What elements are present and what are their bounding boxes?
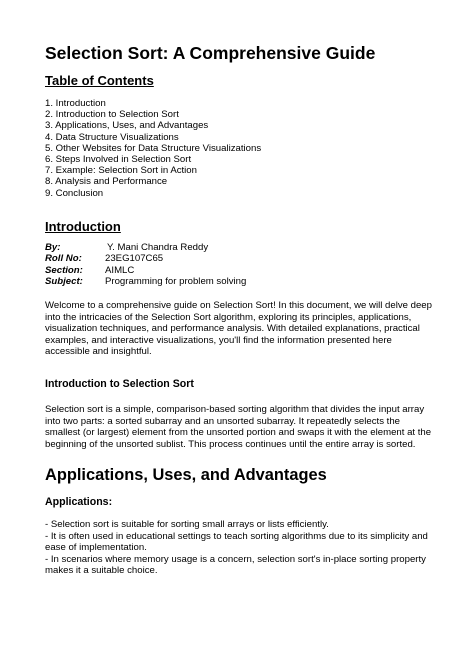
meta-row-section	[45, 265, 246, 276]
toc-item-analysis: 8. Analysis and Performance	[45, 176, 168, 188]
meta-label-subject: Subject:	[45, 276, 83, 288]
applications-bullet: - It is often used in educational settings to teach sorting algorithms due to its simplicity and ease of implementation.	[45, 530, 428, 554]
toc-item-other-websites: 5. Other Websites for Data Structure Visualizations	[45, 142, 262, 154]
applications-bullet-list	[45, 519, 435, 577]
meta-label-section: Section:	[45, 264, 83, 276]
toc-item-intro-selection-sort: 2. Introduction to Selection Sort	[45, 109, 179, 121]
meta-value-roll: 23EG107C65	[105, 253, 164, 265]
intro-selection-heading: Introduction to Selection Sort	[45, 378, 194, 390]
meta-row-subject	[45, 276, 246, 287]
toc-heading: Table of Contents	[45, 73, 154, 88]
applications-bullet: - Selection sort is suitable for sorting small arrays or lists efficiently.	[45, 519, 329, 530]
toc-item-example: 7. Example: Selection Sort in Action	[45, 165, 197, 177]
introduction-paragraph: Welcome to a comprehensive guide on Selection Sort! In this document, we will delve deep into the intricacies of the Selection Sort algorithm, exploring its principles, applications, visualization techniques, and performance analysis. With detailed explanations, practical examples, and interactive visualizations, you'll find the information presented here accessible and insightful.	[45, 300, 432, 358]
meta-label-roll: Roll No:	[45, 253, 82, 265]
meta-value-subject: Programming for problem solving	[105, 276, 247, 288]
toc-item-introduction: 1. Introduction	[45, 98, 106, 109]
meta-row-by	[45, 242, 246, 253]
toc-list	[45, 98, 261, 199]
author-meta	[45, 242, 246, 288]
applications-subheading: Applications:	[45, 496, 113, 508]
toc-item-applications: 3. Applications, Uses, and Advantages	[45, 120, 209, 132]
toc-item-data-structure-visualizations: 4. Data Structure Visualizations	[45, 131, 179, 143]
applications-bullet: - In scenarios where memory usage is a concern, selection sort's in-place sorting property makes it a suitable choice.	[45, 553, 426, 577]
meta-row-roll	[45, 253, 246, 264]
intro-selection-paragraph: Selection sort is a simple, comparison-based sorting algorithm that divides the input array into two parts: a sorted subarray and an unsorted subarray. It repeatedly selects the smallest (or largest) element from the unsorted portion and swaps it with the element at the beginning of the unsorted sublist. This process continues until the entire array is sorted.	[45, 404, 432, 450]
meta-value-author: Y. Mani Chandra Reddy	[107, 242, 209, 253]
introduction-heading: Introduction	[45, 219, 121, 234]
applications-heading: Applications, Uses, and Advantages	[45, 466, 327, 484]
meta-value-section: AIMLC	[105, 264, 135, 276]
meta-label-by: By:	[45, 242, 61, 253]
toc-item-steps: 6. Steps Involved in Selection Sort	[45, 154, 192, 166]
document-title: Selection Sort: A Comprehensive Guide	[45, 43, 376, 63]
toc-item-conclusion: 9. Conclusion	[45, 187, 104, 199]
